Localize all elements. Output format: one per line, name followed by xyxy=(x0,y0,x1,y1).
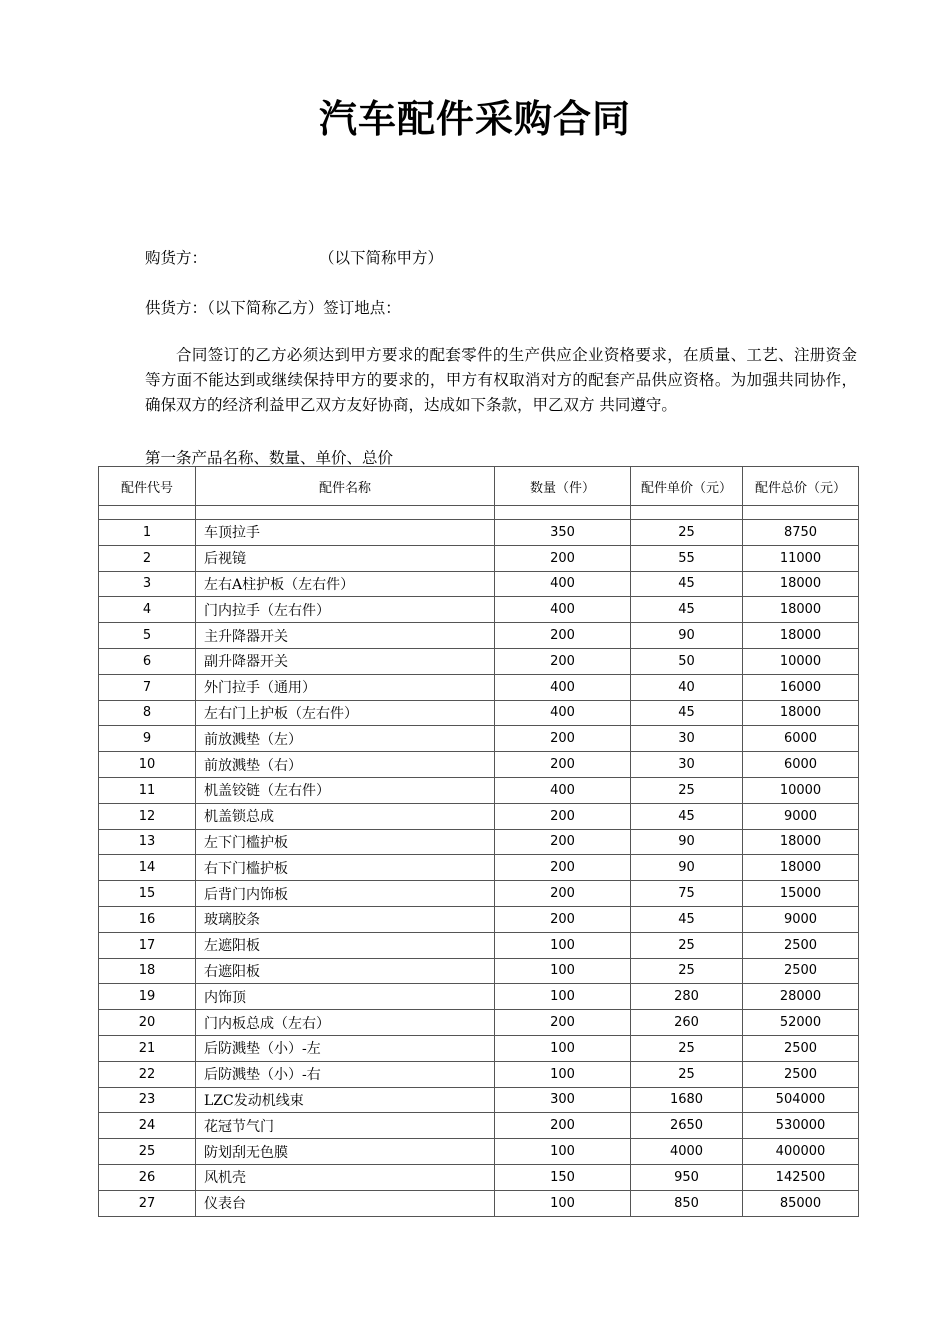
cell-unit-price: 25 xyxy=(631,932,743,958)
cell-total-price: 52000 xyxy=(743,1010,859,1036)
cell-part-name: 门内拉手（左右件） xyxy=(196,597,495,623)
cell-part-name: 玻璃胶条 xyxy=(196,906,495,932)
cell-part-code: 18 xyxy=(99,958,196,984)
cell-unit-price: 45 xyxy=(631,906,743,932)
cell-quantity: 200 xyxy=(495,855,631,881)
table-row xyxy=(99,571,859,597)
cell-part-code: 1 xyxy=(99,520,196,546)
table-row xyxy=(99,1087,859,1113)
cell-quantity: 100 xyxy=(495,1190,631,1216)
cell-part-name: 左下门槛护板 xyxy=(196,829,495,855)
parts-table xyxy=(98,466,859,1217)
cell-total-price: 85000 xyxy=(743,1190,859,1216)
cell-part-code: 8 xyxy=(99,700,196,726)
cell-total-price: 2500 xyxy=(743,958,859,984)
cell-unit-price: 45 xyxy=(631,571,743,597)
cell-total-price: 9000 xyxy=(743,906,859,932)
cell-quantity: 350 xyxy=(495,520,631,546)
table-row xyxy=(99,545,859,571)
cell-quantity: 200 xyxy=(495,726,631,752)
cell-part-code: 4 xyxy=(99,597,196,623)
cell-total-price: 11000 xyxy=(743,545,859,571)
cell-total-price: 18000 xyxy=(743,855,859,881)
cell-unit-price: 90 xyxy=(631,855,743,881)
cell-part-name: 左遮阳板 xyxy=(196,932,495,958)
cell-part-name: 外门拉手（通用） xyxy=(196,674,495,700)
table-row xyxy=(99,597,859,623)
header-total-price: 配件总价（元） xyxy=(743,467,859,506)
table-row xyxy=(99,855,859,881)
cell-total-price: 2500 xyxy=(743,932,859,958)
cell-part-code: 25 xyxy=(99,1139,196,1165)
cell-total-price: 2500 xyxy=(743,1061,859,1087)
cell-part-code: 22 xyxy=(99,1061,196,1087)
header-quantity: 数量（件） xyxy=(495,467,631,506)
intro-text: 合同签订的乙方必须达到甲方要求的配套零件的生产供应企业资格要求，在质量、工艺、注册资金等方面不能达到或继续保持甲方的要求的，甲方有权取消对方的配套产品供应资格。为加强共同协作，确保双方的经济利益甲乙双方友好协商，达成如下条款，甲乙双方 共同遵守。 xyxy=(145,346,857,414)
table-row xyxy=(99,984,859,1010)
cell-unit-price: 45 xyxy=(631,700,743,726)
cell-part-name: 车顶拉手 xyxy=(196,520,495,546)
cell-unit-price: 260 xyxy=(631,1010,743,1036)
cell-total-price: 18000 xyxy=(743,700,859,726)
cell-part-code: 7 xyxy=(99,674,196,700)
cell-part-name: 花冠节气门 xyxy=(196,1113,495,1139)
table-row xyxy=(99,1139,859,1165)
table-row xyxy=(99,520,859,546)
cell-part-name: 机盖锁总成 xyxy=(196,803,495,829)
cell-total-price: 15000 xyxy=(743,881,859,907)
cell-total-price: 18000 xyxy=(743,597,859,623)
intro-paragraph xyxy=(145,343,857,418)
cell-unit-price: 25 xyxy=(631,777,743,803)
cell-part-code: 3 xyxy=(99,571,196,597)
cell-total-price: 28000 xyxy=(743,984,859,1010)
cell-part-name: 门内板总成（左右） xyxy=(196,1010,495,1036)
header-unit-price: 配件单价（元） xyxy=(631,467,743,506)
parts-table-body xyxy=(99,506,859,1217)
cell-part-code: 6 xyxy=(99,648,196,674)
cell-part-name: 右遮阳板 xyxy=(196,958,495,984)
table-row xyxy=(99,726,859,752)
cell-total-price: 16000 xyxy=(743,674,859,700)
buyer-note: （以下简称甲方） xyxy=(319,249,444,267)
cell-unit-price: 4000 xyxy=(631,1139,743,1165)
cell-part-code: 13 xyxy=(99,829,196,855)
cell-quantity: 400 xyxy=(495,777,631,803)
cell-part-name: LZC发动机线束 xyxy=(196,1087,495,1113)
cell-total-price: 10000 xyxy=(743,777,859,803)
cell-part-name: 机盖铰链（左右件） xyxy=(196,777,495,803)
cell-total-price: 8750 xyxy=(743,520,859,546)
cell-part-code: 16 xyxy=(99,906,196,932)
buyer-line xyxy=(145,246,443,268)
cell-quantity: 100 xyxy=(495,958,631,984)
table-row xyxy=(99,674,859,700)
cell-part-name: 后背门内饰板 xyxy=(196,881,495,907)
clause-1-heading: 第一条产品名称、数量、单价、总价 xyxy=(145,449,394,467)
cell-quantity: 200 xyxy=(495,1010,631,1036)
table-row xyxy=(99,1164,859,1190)
cell-quantity: 400 xyxy=(495,674,631,700)
cell-quantity: 100 xyxy=(495,984,631,1010)
cell-quantity: 200 xyxy=(495,906,631,932)
cell-quantity: 400 xyxy=(495,571,631,597)
table-row xyxy=(99,1035,859,1061)
cell-part-code: 12 xyxy=(99,803,196,829)
table-row xyxy=(99,1061,859,1087)
cell-unit-price: 90 xyxy=(631,829,743,855)
cell-unit-price: 25 xyxy=(631,1061,743,1087)
table-row xyxy=(99,829,859,855)
seller-line: 供货方：（以下简称乙方）签订地点： xyxy=(145,299,401,317)
cell-part-name: 后防溅垫（小）-右 xyxy=(196,1061,495,1087)
cell-part-code: 14 xyxy=(99,855,196,881)
cell-part-code: 26 xyxy=(99,1164,196,1190)
cell-total-price: 18000 xyxy=(743,829,859,855)
cell-unit-price: 75 xyxy=(631,881,743,907)
cell-part-name: 风机壳 xyxy=(196,1164,495,1190)
table-row xyxy=(99,958,859,984)
cell-quantity: 200 xyxy=(495,1113,631,1139)
cell-part-name: 内饰顶 xyxy=(196,984,495,1010)
header-part-name: 配件名称 xyxy=(196,467,495,506)
blank-row xyxy=(99,506,859,520)
cell-part-name: 右下门槛护板 xyxy=(196,855,495,881)
cell-part-code: 2 xyxy=(99,545,196,571)
cell-total-price: 142500 xyxy=(743,1164,859,1190)
cell-part-name: 主升降器开关 xyxy=(196,623,495,649)
cell-quantity: 200 xyxy=(495,648,631,674)
cell-part-code: 27 xyxy=(99,1190,196,1216)
cell-quantity: 300 xyxy=(495,1087,631,1113)
cell-unit-price: 50 xyxy=(631,648,743,674)
table-row xyxy=(99,803,859,829)
cell-part-name: 前放溅垫（左） xyxy=(196,726,495,752)
cell-quantity: 150 xyxy=(495,1164,631,1190)
cell-total-price: 10000 xyxy=(743,648,859,674)
cell-unit-price: 1680 xyxy=(631,1087,743,1113)
table-row xyxy=(99,700,859,726)
cell-part-code: 20 xyxy=(99,1010,196,1036)
cell-quantity: 200 xyxy=(495,545,631,571)
cell-part-code: 5 xyxy=(99,623,196,649)
cell-part-code: 15 xyxy=(99,881,196,907)
cell-total-price: 6000 xyxy=(743,752,859,778)
buyer-label: 购货方： xyxy=(145,249,208,267)
cell-unit-price: 45 xyxy=(631,597,743,623)
table-row xyxy=(99,1190,859,1216)
cell-part-code: 11 xyxy=(99,777,196,803)
cell-total-price: 2500 xyxy=(743,1035,859,1061)
cell-quantity: 100 xyxy=(495,932,631,958)
cell-quantity: 200 xyxy=(495,752,631,778)
table-row xyxy=(99,623,859,649)
cell-quantity: 200 xyxy=(495,881,631,907)
cell-part-name: 防划刮无色膜 xyxy=(196,1139,495,1165)
cell-part-code: 24 xyxy=(99,1113,196,1139)
cell-quantity: 100 xyxy=(495,1061,631,1087)
table-header-row xyxy=(99,467,859,506)
cell-unit-price: 25 xyxy=(631,520,743,546)
cell-unit-price: 25 xyxy=(631,1035,743,1061)
cell-unit-price: 850 xyxy=(631,1190,743,1216)
cell-unit-price: 950 xyxy=(631,1164,743,1190)
cell-quantity: 200 xyxy=(495,623,631,649)
cell-total-price: 6000 xyxy=(743,726,859,752)
table-row xyxy=(99,648,859,674)
table-row xyxy=(99,1010,859,1036)
cell-unit-price: 45 xyxy=(631,803,743,829)
cell-quantity: 100 xyxy=(495,1035,631,1061)
cell-quantity: 200 xyxy=(495,803,631,829)
cell-unit-price: 90 xyxy=(631,623,743,649)
cell-part-code: 17 xyxy=(99,932,196,958)
cell-unit-price: 280 xyxy=(631,984,743,1010)
cell-part-code: 10 xyxy=(99,752,196,778)
cell-part-name: 仪表台 xyxy=(196,1190,495,1216)
cell-unit-price: 40 xyxy=(631,674,743,700)
table-row xyxy=(99,906,859,932)
cell-quantity: 400 xyxy=(495,597,631,623)
table-row xyxy=(99,777,859,803)
table-row xyxy=(99,932,859,958)
cell-total-price: 9000 xyxy=(743,803,859,829)
cell-quantity: 100 xyxy=(495,1139,631,1165)
header-part-code: 配件代号 xyxy=(99,467,196,506)
table-row xyxy=(99,881,859,907)
cell-total-price: 530000 xyxy=(743,1113,859,1139)
cell-total-price: 18000 xyxy=(743,571,859,597)
cell-total-price: 18000 xyxy=(743,623,859,649)
cell-part-code: 21 xyxy=(99,1035,196,1061)
cell-unit-price: 55 xyxy=(631,545,743,571)
cell-part-code: 19 xyxy=(99,984,196,1010)
cell-part-name: 左右门上护板（左右件） xyxy=(196,700,495,726)
cell-part-name: 副升降器开关 xyxy=(196,648,495,674)
cell-quantity: 200 xyxy=(495,829,631,855)
cell-part-code: 9 xyxy=(99,726,196,752)
table-row xyxy=(99,752,859,778)
cell-part-name: 前放溅垫（右） xyxy=(196,752,495,778)
cell-total-price: 400000 xyxy=(743,1139,859,1165)
cell-unit-price: 2650 xyxy=(631,1113,743,1139)
cell-part-code: 23 xyxy=(99,1087,196,1113)
cell-quantity: 400 xyxy=(495,700,631,726)
document-title: 汽车配件采购合同 xyxy=(318,97,631,141)
cell-unit-price: 25 xyxy=(631,958,743,984)
table-row xyxy=(99,1113,859,1139)
cell-total-price: 504000 xyxy=(743,1087,859,1113)
cell-unit-price: 30 xyxy=(631,752,743,778)
cell-part-name: 后视镜 xyxy=(196,545,495,571)
cell-part-name: 后防溅垫（小）-左 xyxy=(196,1035,495,1061)
cell-part-name: 左右A柱护板（左右件） xyxy=(196,571,495,597)
cell-unit-price: 30 xyxy=(631,726,743,752)
